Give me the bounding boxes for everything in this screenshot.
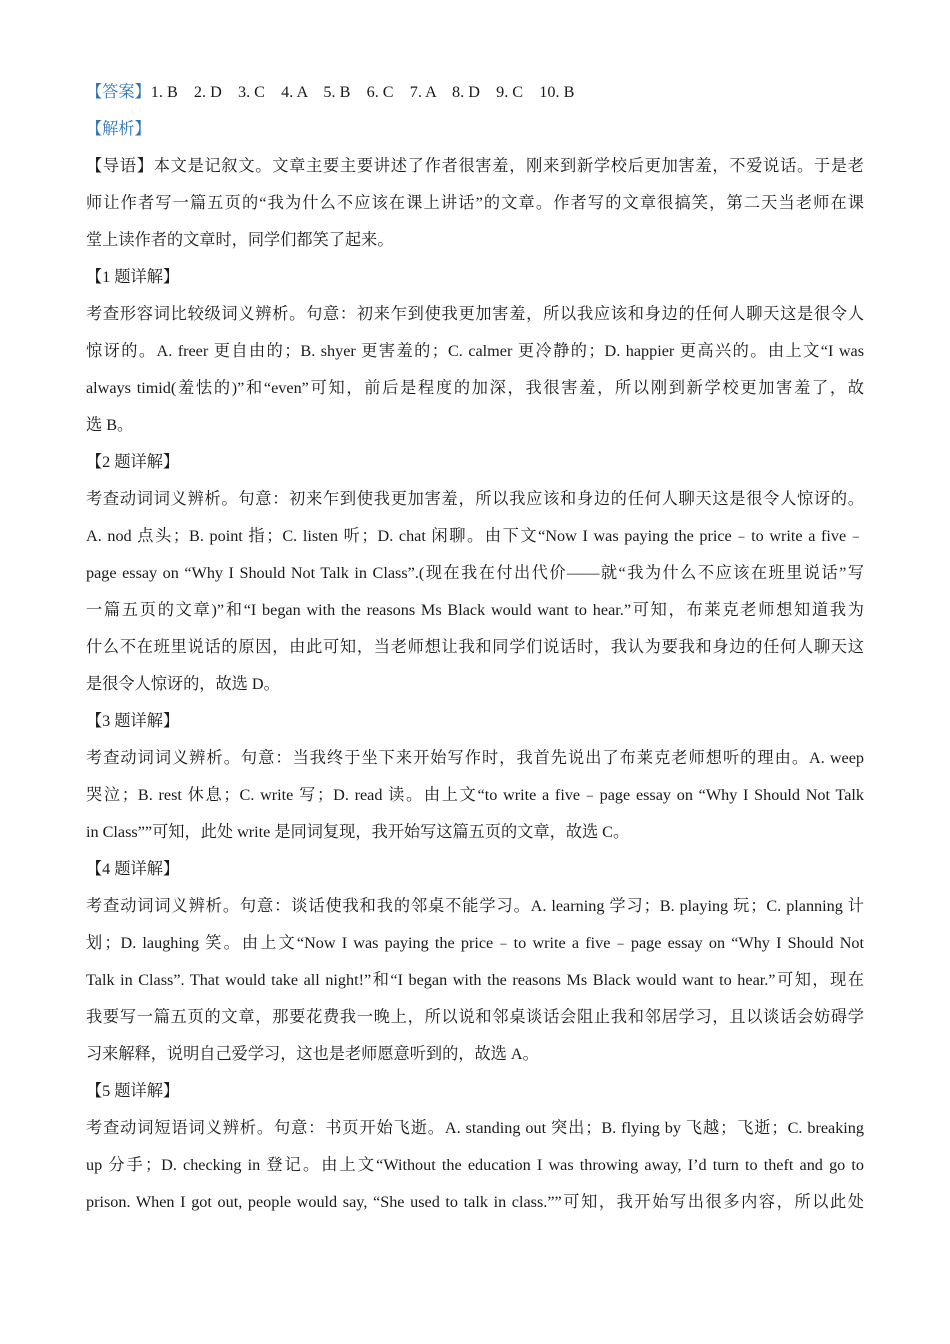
q5-line: 考查动词短语词义辨析。句意：书页开始飞逝。A. standing out 突出；B. flying by 飞越；飞逝；C. breaking [86,1119,864,1137]
q5-paragraph [86,1110,864,1221]
q3-line: in Class””可知，此处 write 是同词复现，我开始写这篇五页的文章，故选 C。 [86,823,630,841]
q4-title: 【4 题详解】 [86,860,180,878]
q5-line: prison. When I got out, people would say, “She used to talk in class.””可知，我开始写出很多内容，所以此处 [86,1193,864,1211]
q4-line: 考查动词词义辨析。句意：谈话使我和我的邻桌不能学习。A. learning 学习；B. playing 玩；C. planning 计 [86,897,864,915]
intro-line: 【导语】本文是记叙文。文章主要主要讲述了作者很害羞，刚来到新学校后更加害羞，不爱说话。于是老 [86,157,864,175]
intro-line: 堂上读作者的文章时，同学们都笑了起来。 [86,231,394,249]
analysis-label: 【解析】 [86,120,151,138]
q2-title: 【2 题详解】 [86,453,180,471]
q4-line: Talk in Class”. That would take all night!”和“I began with the reasons Ms Black would want to hear.”可知，现在 [86,971,864,989]
q1-title: 【1 题详解】 [86,268,180,286]
answer-label: 【答案】 [86,83,151,101]
q3-line: 考查动词词义辨析。句意：当我终于坐下来开始写作时，我首先说出了布莱克老师想听的理由。A. weep [86,749,864,767]
answer-line [86,74,864,111]
q2-line: 是很令人惊讶的，故选 D。 [86,675,280,693]
intro-line: 师让作者写一篇五页的“我为什么不应该在课上讲话”的文章。作者写的文章很搞笑，第二天当老师在课 [86,194,864,212]
q2-line: 考查动词词义辨析。句意：初来乍到使我更加害羞，所以我应该和身边的任何人聊天这是很令人惊讶的。 [86,490,864,508]
q2-paragraph [86,481,864,703]
q1-line: always timid(羞怯的)”和“even”可知，前后是程度的加深，我很害羞，所以刚到新学校更加害羞了，故 [86,379,864,397]
q2-line: 一篇五页的文章)”和“I began with the reasons Ms Black would want to hear.”可知，布莱克老师想知道我为 [86,601,864,619]
q2-line: 什么不在班里说话的原因，由此可知，当老师想让我和同学们说话时，我认为要我和身边的任何人聊天这 [86,638,864,656]
q2-line: page essay on “Why I Should Not Talk in Class”.(现在我在付出代价——就“我为什么不应该在班里说话”写 [86,564,864,582]
q3-line: 哭泣；B. rest 休息；C. write 写；D. read 读。由上文“to write a five﹣page essay on “Why I Should Not Talk [86,786,864,804]
intro-paragraph [86,148,864,259]
q5-line: up 分手；D. checking in 登记。由上文“Without the education I was throwing away, I’d turn to theft and go to [86,1156,864,1174]
q1-line: 惊讶的。A. freer 更自由的；B. shyer 更害羞的；C. calmer 更冷静的；D. happier 更高兴的。由上文“I was [86,342,864,360]
document-page [86,74,864,1221]
q4-line: 划；D. laughing 笑。由上文“Now I was paying the price﹣to write a five﹣page essay on “Why I Should Not [86,934,864,952]
q2-line: A. nod 点头；B. point 指；C. listen 听；D. chat 闲聊。由下文“Now I was paying the price﹣to write a five﹣ [86,527,864,545]
q1-paragraph [86,296,864,444]
q3-paragraph [86,740,864,851]
q4-paragraph [86,888,864,1073]
q4-line: 我要写一篇五页的文章，那要花费我一晚上，所以说和邻桌谈话会阻止我和邻居学习，且以谈话会妨碍学 [86,1008,864,1026]
answer-text: 1. B 2. D 3. C 4. A 5. B 6. C 7. A 8. D 9. C 10. B [150,83,575,101]
q5-title: 【5 题详解】 [86,1082,180,1100]
q4-line: 习来解释，说明自己爱学习，这也是老师愿意听到的，故选 A。 [86,1045,539,1063]
q3-title: 【3 题详解】 [86,712,180,730]
q1-line: 考查形容词比较级词义辨析。句意：初来乍到使我更加害羞，所以我应该和身边的任何人聊天这是很令人 [86,305,864,323]
q1-line: 选 B。 [86,416,134,434]
